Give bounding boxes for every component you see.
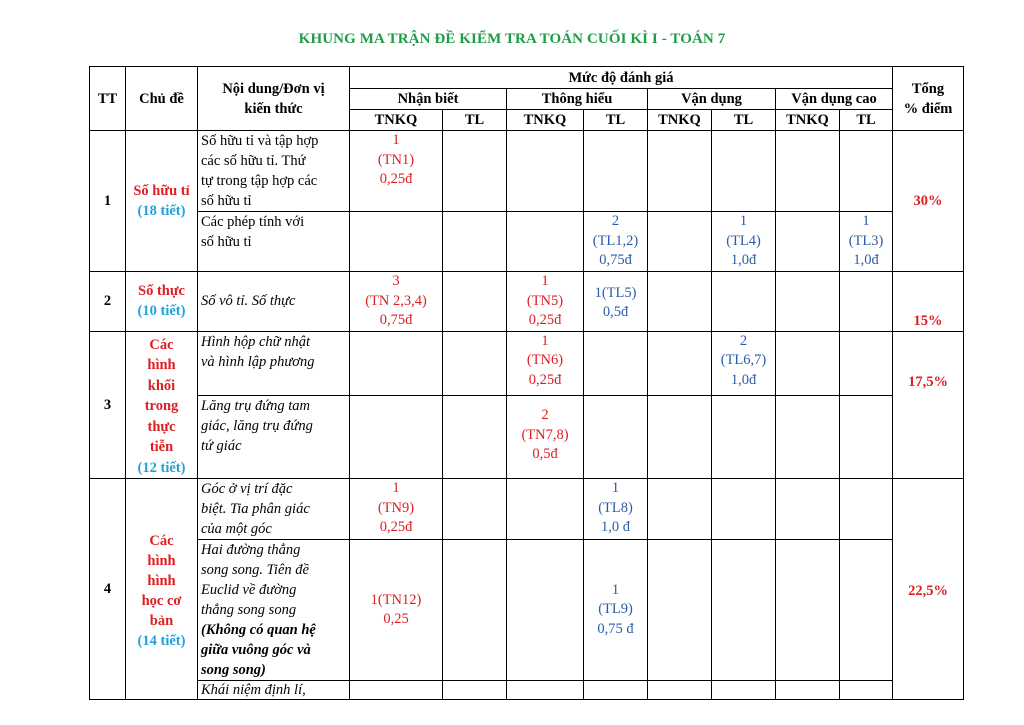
total-percent: 15% bbox=[893, 271, 964, 331]
empty-cell bbox=[648, 540, 712, 681]
content-cell bbox=[198, 212, 350, 272]
content-line: số hữu tỉ bbox=[201, 193, 252, 209]
content-line: Lăng trụ đứng tam bbox=[201, 398, 311, 415]
content-line-bold: song song) bbox=[201, 662, 266, 678]
vd-tl-cell bbox=[712, 212, 776, 272]
topic-cell bbox=[126, 131, 198, 272]
question-points: 1,0đ bbox=[730, 252, 757, 268]
topic-name: tiễn bbox=[149, 439, 174, 455]
header-tt: TT bbox=[90, 67, 126, 131]
content-line: tứ giác bbox=[201, 438, 242, 455]
topic-cell bbox=[126, 271, 198, 331]
content-cell bbox=[198, 681, 350, 700]
topic-name: thực bbox=[147, 418, 176, 435]
th-tl-cell bbox=[584, 479, 648, 540]
content-line-bold: (Không có quan hệ bbox=[201, 622, 316, 638]
header-tnkq: TNKQ bbox=[350, 110, 443, 131]
empty-cell bbox=[776, 681, 840, 700]
empty-cell bbox=[443, 479, 507, 540]
content-line: giác, lăng trụ đứng bbox=[201, 418, 313, 435]
empty-cell bbox=[648, 212, 712, 272]
header-content bbox=[198, 67, 350, 131]
th-tl-cell bbox=[584, 540, 648, 681]
empty-cell bbox=[443, 271, 507, 331]
empty-cell bbox=[776, 479, 840, 540]
header-tl: TL bbox=[443, 110, 507, 131]
th-tl-cell bbox=[584, 212, 648, 272]
question-count: 1 bbox=[541, 332, 549, 349]
question-ids: (TL6,7) bbox=[720, 352, 767, 368]
empty-cell bbox=[712, 396, 776, 479]
empty-cell bbox=[443, 681, 507, 700]
question-points: 0,75đ bbox=[379, 312, 413, 328]
content-cell: Số vô tỉ. Số thực bbox=[198, 271, 350, 331]
question-ids: 1(TL5) bbox=[594, 284, 637, 301]
question-points: 1,0 đ bbox=[601, 519, 630, 535]
page-title: KHUNG MA TRẬN ĐỀ KIỂM TRA TOÁN CUỐI KÌ I - TOÁN 7 bbox=[298, 31, 726, 47]
question-count: 1 bbox=[541, 273, 549, 289]
total-percent: 17,5% bbox=[893, 331, 964, 479]
empty-cell bbox=[712, 271, 776, 331]
header-tl: TL bbox=[840, 110, 893, 131]
question-points: 1,0đ bbox=[730, 371, 757, 388]
content-cell bbox=[198, 331, 350, 396]
empty-cell bbox=[648, 131, 712, 212]
topic-cell bbox=[126, 479, 198, 700]
content-line: tự trong tập hợp các bbox=[201, 173, 318, 189]
th-tnkq-cell bbox=[507, 396, 584, 479]
th-tnkq-cell bbox=[507, 331, 584, 396]
header-van-dung-cao: Vận dụng cao bbox=[776, 89, 893, 110]
th-tnkq-cell bbox=[507, 271, 584, 331]
th-tl-cell bbox=[584, 271, 648, 331]
nb-tnkq-cell bbox=[350, 540, 443, 681]
question-ids: (TL8) bbox=[598, 499, 633, 516]
question-points: 0,25đ bbox=[379, 519, 413, 535]
question-ids: (TL4) bbox=[726, 232, 761, 249]
question-ids: (TL9) bbox=[598, 601, 633, 618]
table-row bbox=[90, 681, 964, 700]
nb-tnkq-cell bbox=[350, 271, 443, 331]
empty-cell bbox=[584, 681, 648, 700]
topic-hours: (18 tiết) bbox=[137, 202, 186, 219]
row-number: 3 bbox=[90, 331, 126, 479]
empty-cell bbox=[648, 396, 712, 479]
empty-cell bbox=[350, 212, 443, 272]
empty-cell bbox=[350, 396, 443, 479]
header-van-dung: Vận dụng bbox=[648, 89, 776, 110]
empty-cell bbox=[350, 681, 443, 700]
question-ids: (TN7,8) bbox=[521, 426, 569, 443]
header-tl: TL bbox=[712, 110, 776, 131]
question-count: 1 bbox=[611, 480, 620, 496]
table-row bbox=[90, 212, 964, 272]
question-count: 3 bbox=[392, 273, 400, 289]
empty-cell bbox=[776, 331, 840, 396]
content-line: các số hữu tỉ. Thứ bbox=[201, 153, 306, 169]
content-line: thẳng song song bbox=[201, 602, 297, 618]
header-tnkq: TNKQ bbox=[776, 110, 840, 131]
empty-cell bbox=[507, 212, 584, 272]
question-points: 0,75 đ bbox=[597, 620, 634, 637]
empty-cell bbox=[840, 131, 893, 212]
empty-cell bbox=[507, 540, 584, 681]
question-count: 2 bbox=[739, 332, 748, 349]
empty-cell bbox=[648, 479, 712, 540]
topic-hours: (14 tiết) bbox=[137, 633, 186, 649]
empty-cell bbox=[840, 681, 893, 700]
question-points: 0,25 bbox=[383, 611, 409, 627]
content-line-bold: giữa vuông góc và bbox=[201, 642, 311, 658]
row-number: 4 bbox=[90, 479, 126, 700]
question-count: 2 bbox=[541, 407, 549, 424]
topic-name: hình bbox=[147, 357, 176, 373]
content-line: Hai đường thẳng bbox=[201, 542, 301, 558]
empty-cell bbox=[507, 131, 584, 212]
topic-name: hình bbox=[147, 553, 176, 569]
question-count: 1 bbox=[611, 581, 620, 598]
content-line: Số hữu tỉ và tập hợp bbox=[201, 133, 319, 149]
content-line: song song. Tiên đề bbox=[201, 562, 309, 578]
empty-cell bbox=[776, 212, 840, 272]
empty-cell bbox=[840, 540, 893, 681]
empty-cell bbox=[584, 331, 648, 396]
empty-cell bbox=[776, 540, 840, 681]
topic-name: Số thực bbox=[138, 283, 185, 299]
content-line: Hình hộp chữ nhật bbox=[201, 333, 310, 350]
empty-cell bbox=[776, 396, 840, 479]
topic-cell bbox=[126, 331, 198, 479]
topic-name: học cơ bbox=[141, 593, 182, 609]
topic-name: Các bbox=[149, 336, 174, 353]
header-nhan-biet: Nhận biết bbox=[350, 89, 507, 110]
question-ids: (TL1,2) bbox=[592, 232, 639, 249]
topic-name: khối bbox=[147, 377, 176, 394]
empty-cell bbox=[840, 271, 893, 331]
question-points: 0,25đ bbox=[528, 312, 562, 328]
content-line: Các phép tính với bbox=[201, 214, 305, 230]
header-thong-hieu: Thông hiểu bbox=[507, 89, 648, 110]
header-content-line1: Nội dung/Đơn vị bbox=[222, 80, 325, 97]
empty-cell bbox=[584, 131, 648, 212]
content-cell bbox=[198, 540, 350, 681]
table-row bbox=[90, 271, 964, 331]
question-ids: (TN9) bbox=[377, 499, 415, 516]
header-tl: TL bbox=[584, 110, 648, 131]
header-topic: Chủ đề bbox=[126, 67, 198, 131]
content-line: của một góc bbox=[201, 521, 272, 537]
question-ids: (TN6) bbox=[526, 352, 564, 368]
empty-cell bbox=[712, 681, 776, 700]
empty-cell bbox=[776, 131, 840, 212]
header-total-line2: % điểm bbox=[903, 100, 953, 117]
total-percent: 22,5% bbox=[893, 479, 964, 700]
empty-cell bbox=[443, 396, 507, 479]
vd-tl-cell bbox=[712, 331, 776, 396]
topic-name: hình bbox=[147, 573, 176, 589]
header-total-line1: Tổng bbox=[911, 80, 945, 97]
question-points: 0,5đ bbox=[602, 304, 629, 320]
question-count: 1 bbox=[739, 213, 748, 229]
empty-cell bbox=[712, 479, 776, 540]
question-count: 1 bbox=[392, 480, 400, 496]
empty-cell bbox=[443, 540, 507, 681]
question-points: 0,25đ bbox=[379, 171, 413, 187]
empty-cell bbox=[648, 271, 712, 331]
table-row bbox=[90, 479, 964, 540]
table-row bbox=[90, 331, 964, 396]
question-points: 1,0đ bbox=[853, 252, 879, 268]
question-ids: (TN1) bbox=[377, 151, 415, 168]
question-ids: (TN 2,3,4) bbox=[365, 292, 427, 309]
question-ids: 1(TN12) bbox=[370, 591, 422, 608]
empty-cell bbox=[507, 681, 584, 700]
empty-cell bbox=[648, 331, 712, 396]
topic-hours: (10 tiết) bbox=[137, 303, 186, 319]
question-ids: (TL3) bbox=[848, 232, 884, 249]
header-total bbox=[893, 67, 964, 131]
topic-name: bản bbox=[149, 613, 174, 629]
table-row bbox=[90, 131, 964, 212]
content-line: biệt. Tia phân giác bbox=[201, 501, 310, 517]
nb-tnkq-cell bbox=[350, 131, 443, 212]
empty-cell bbox=[776, 271, 840, 331]
question-points: 0,25đ bbox=[528, 371, 562, 388]
header-content-line2: kiến thức bbox=[244, 100, 303, 117]
question-points: 0,75đ bbox=[599, 252, 632, 268]
empty-cell bbox=[350, 331, 443, 396]
content-cell bbox=[198, 479, 350, 540]
content-line: số hữu tỉ bbox=[201, 234, 252, 250]
table-row bbox=[90, 396, 964, 479]
empty-cell bbox=[840, 331, 893, 396]
topic-name: Các bbox=[149, 533, 174, 549]
nb-tnkq-cell bbox=[350, 479, 443, 540]
question-count: 2 bbox=[611, 213, 620, 229]
empty-cell bbox=[584, 396, 648, 479]
content-line: Khái niệm định lí, bbox=[201, 682, 306, 698]
question-count: 1 bbox=[862, 213, 870, 229]
topic-hours: (12 tiết) bbox=[137, 459, 186, 476]
topic-name: Số hữu tỉ bbox=[133, 182, 190, 199]
row-number: 1 bbox=[90, 131, 126, 272]
empty-cell bbox=[648, 681, 712, 700]
row-number: 2 bbox=[90, 271, 126, 331]
content-cell bbox=[198, 131, 350, 212]
header-level: Mức độ đánh giá bbox=[350, 67, 893, 89]
empty-cell bbox=[443, 212, 507, 272]
vdc-tl-cell bbox=[840, 212, 893, 272]
empty-cell bbox=[507, 479, 584, 540]
table-row bbox=[90, 540, 964, 681]
content-cell bbox=[198, 396, 350, 479]
topic-name: trong bbox=[144, 398, 179, 414]
empty-cell bbox=[443, 331, 507, 396]
content-line: Góc ở vị trí đặc bbox=[201, 481, 293, 497]
header-tnkq: TNKQ bbox=[648, 110, 712, 131]
exam-matrix-table bbox=[89, 66, 964, 700]
question-count: 1 bbox=[392, 132, 400, 148]
empty-cell bbox=[840, 396, 893, 479]
header-tnkq: TNKQ bbox=[507, 110, 584, 131]
empty-cell bbox=[443, 131, 507, 212]
total-percent: 30% bbox=[893, 131, 964, 272]
content-line: Euclid về đường bbox=[201, 582, 297, 598]
question-points: 0,5đ bbox=[532, 446, 558, 463]
empty-cell bbox=[712, 131, 776, 212]
question-ids: (TN5) bbox=[526, 292, 564, 309]
empty-cell bbox=[840, 479, 893, 540]
content-line: và hình lập phương bbox=[201, 353, 315, 370]
empty-cell bbox=[712, 540, 776, 681]
